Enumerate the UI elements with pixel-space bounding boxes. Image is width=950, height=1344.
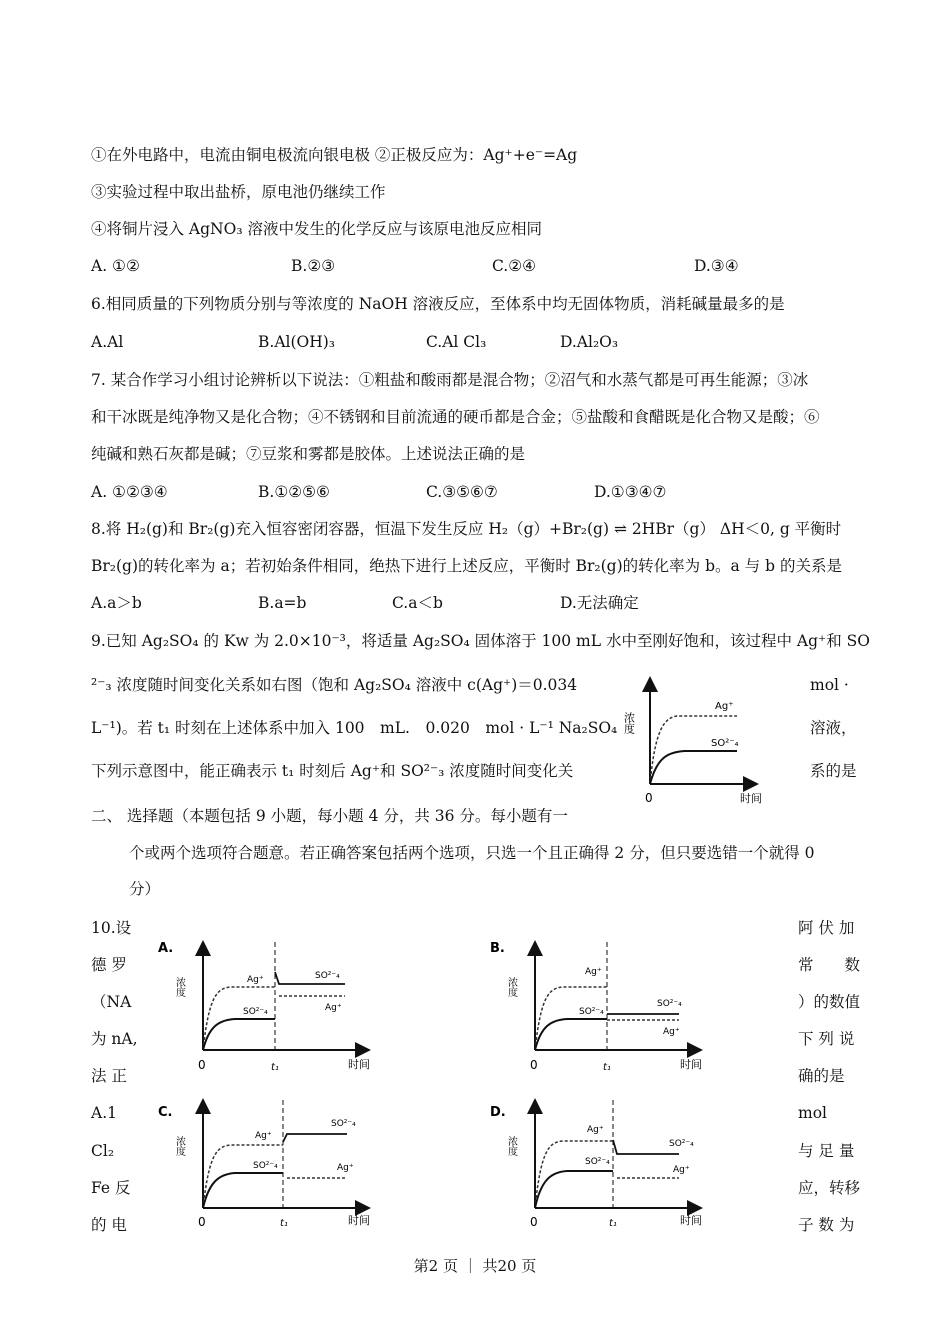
graph-b-ag-left: Ag⁺ — [585, 967, 602, 977]
q10-left-9: 的 电 — [91, 1216, 127, 1234]
graph-c-letter: C. — [158, 1105, 173, 1120]
q8-line1: 8.将 H₂(g)和 Br₂(g)充入恒容密闭容器，恒温下发生反应 H₂（g）+Br₂(g) ⇌ 2HBr（g） ΔH＜0, g 平衡时 — [91, 520, 842, 538]
graph-b-xlabel: 时间 — [680, 1058, 702, 1071]
section2-line3: 分） — [129, 880, 161, 898]
graph-a-so-right: SO²⁻₄ — [315, 971, 340, 981]
graph-a-so-left: SO²⁻₄ — [243, 1007, 268, 1017]
q5-option-c: C.②④ — [492, 257, 537, 275]
q7-option-d: D.①③④⑦ — [594, 483, 667, 501]
section2-line1: 二、 选择题（本题包括 9 小题，每小题 4 分，共 36 分。每小题有一 — [91, 807, 568, 825]
q5-option-d: D.③④ — [694, 257, 739, 275]
origin-label: 0 — [645, 791, 653, 805]
q10-right-9: 子 数 为 — [798, 1216, 855, 1234]
q9-line4b: 系的是 — [810, 762, 857, 780]
q10-left-4: 为 nA, — [91, 1030, 138, 1048]
q8-option-a: A.a＞b — [91, 594, 142, 612]
q10-right-7: 与 足 量 — [798, 1142, 855, 1160]
page-footer: 第2 页 ｜ 共20 页 — [413, 1257, 537, 1275]
graph-d-ag-left: Ag⁺ — [587, 1125, 604, 1135]
graph-option-c — [155, 1096, 375, 1246]
graph-b-so-left: SO²⁻₄ — [579, 1007, 604, 1017]
so4-curve — [650, 751, 737, 784]
x-axis-label: 时间 — [740, 792, 762, 805]
q6-option-a: A.Al — [91, 333, 124, 351]
graph-b-t1: t₁ — [603, 1062, 611, 1073]
q7-line3: 纯碱和熟石灰都是碱；⑦豆浆和雾都是胶体。上述说法正确的是 — [91, 445, 526, 463]
q5-line3: ④将铜片浸入 AgNO₃ 溶液中发生的化学反应与该原电池反应相同 — [91, 220, 542, 238]
graph-c-ag-left: Ag⁺ — [255, 1131, 272, 1141]
graph-a-ylabel: 浓度 — [173, 977, 185, 997]
graph-d-ylabel: 浓度 — [505, 1136, 517, 1156]
graph-c-t1: t₁ — [280, 1218, 288, 1229]
graph-b-letter: B. — [490, 941, 505, 956]
graph-option-d — [487, 1096, 707, 1246]
graph-b-ag-right: Ag⁺ — [663, 1027, 680, 1037]
q8-option-c: C.a＜b — [392, 594, 443, 612]
q10-left-1: 10.设 — [91, 919, 132, 937]
graph-a-ag-right: Ag⁺ — [325, 1003, 342, 1013]
q10-left-2: 德 罗 — [91, 956, 127, 974]
graph-c-ylabel: 浓度 — [173, 1136, 185, 1156]
graph-d-xlabel: 时间 — [680, 1214, 702, 1227]
q6-option-c: C.Al Cl₃ — [426, 333, 487, 351]
q7-option-b: B.①②⑤⑥ — [258, 483, 330, 501]
q6-stem: 6.相同质量的下列物质分别与等浓度的 NaOH 溶液反应，至体系中均无固体物质，消耗碱量最多的是 — [91, 295, 785, 313]
ag-label: Ag⁺ — [715, 701, 734, 712]
q7-option-c: C.③⑤⑥⑦ — [426, 483, 498, 501]
graph-b-origin: 0 — [530, 1058, 538, 1072]
q6-option-d: D.Al₂O₃ — [560, 333, 619, 351]
q9-line3b: 溶液， — [810, 719, 857, 737]
q9-reference-graph — [615, 672, 765, 812]
graph-a-letter: A. — [158, 941, 174, 956]
y-axis-label: 浓度 — [622, 712, 636, 734]
graph-b-so-right: SO²⁻₄ — [657, 999, 682, 1009]
graph-c-origin: 0 — [198, 1215, 206, 1229]
graph-option-a — [155, 932, 375, 1082]
graph-c-ag-right: Ag⁺ — [337, 1163, 354, 1173]
q8-line2: Br₂(g)的转化率为 a；若初始条件相同，绝热下进行上述反应，平衡时 Br₂(g)的转化率为 b。a 与 b 的关系是 — [91, 557, 842, 575]
q5-option-b: B.②③ — [291, 257, 336, 275]
q5-line2: ③实验过程中取出盐桥，原电池仍继续工作 — [91, 183, 386, 201]
graph-c-so-right: SO²⁻₄ — [331, 1119, 356, 1129]
q10-right-8: 应，转移 — [798, 1179, 861, 1197]
q7-line2: 和干冰既是纯净物又是化合物；④不锈钢和目前流通的硬币都是合金；⑤盐酸和食醋既是化合物又是酸；⑥ — [91, 408, 820, 426]
graph-d-ag-right: Ag⁺ — [673, 1165, 690, 1175]
graph-d-letter: D. — [490, 1105, 506, 1120]
q6-option-b: B.Al(OH)₃ — [258, 333, 336, 351]
q9-line3a: L⁻¹)。若 t₁ 时刻在上述体系中加入 100 mL. 0.020 mol · L⁻¹ Na₂SO₄ — [91, 719, 618, 737]
so4-label: SO²⁻₄ — [711, 738, 739, 749]
q9-line2a: ²⁻₃ 浓度随时间变化关系如右图（饱和 Ag₂SO₄ 溶液中 c(Ag⁺)＝0.034 — [91, 676, 578, 694]
q7-line1: 7. 某合作学习小组讨论辨析以下说法：①粗盐和酸雨都是混合物；②沼气和水蒸气都是可再生能源；③冰 — [91, 371, 809, 389]
q5-option-a: A. ①② — [91, 257, 140, 275]
q10-left-7: Cl₂ — [91, 1142, 115, 1160]
graph-c-xlabel: 时间 — [348, 1214, 370, 1227]
graph-d-t1: t₁ — [609, 1218, 617, 1229]
q9-line2b: mol · — [810, 676, 849, 694]
graph-a-t1: t₁ — [271, 1062, 279, 1073]
graph-a-xlabel: 时间 — [348, 1058, 370, 1071]
q10-right-3: ）的数值 — [798, 993, 861, 1011]
q10-left-6: A.1 — [91, 1104, 117, 1122]
graph-b-ylabel: 浓度 — [505, 977, 517, 997]
q5-line1: ①在外电路中，电流由铜电极流向银电极 ②正极反应为：Ag⁺+e⁻=Ag — [91, 146, 578, 164]
q10-right-2: 常 数 — [798, 956, 861, 974]
q10-right-6: mol — [798, 1104, 827, 1122]
graph-a-ag-left: Ag⁺ — [247, 975, 264, 985]
graph-d-so-left: SO²⁻₄ — [585, 1157, 610, 1167]
q7-option-a: A. ①②③④ — [91, 483, 168, 501]
q8-option-d: D.无法确定 — [560, 594, 639, 612]
q10-right-1: 阿 伏 加 — [798, 919, 855, 937]
graph-a-origin: 0 — [198, 1058, 206, 1072]
graph-option-b — [487, 932, 707, 1082]
q8-option-b: B.a=b — [258, 594, 307, 612]
q10-left-3: （NA — [91, 993, 132, 1011]
q9-line1: 9.已知 Ag₂SO₄ 的 Kw 为 2.0×10⁻³，将适量 Ag₂SO₄ 固体溶于 100 mL 水中至刚好饱和，该过程中 Ag⁺和 SO — [91, 632, 870, 650]
section2-line2: 个或两个选项符合题意。若正确答案包括两个选项，只选一个且正确得 2 分，但只要选错一个就得 0 — [129, 844, 815, 862]
q9-line4a: 下列示意图中，能正确表示 t₁ 时刻后 Ag⁺和 SO²⁻₃ 浓度随时间变化关 — [91, 762, 574, 780]
q10-right-4: 下 列 说 — [798, 1030, 855, 1048]
graph-d-origin: 0 — [530, 1215, 538, 1229]
q10-left-5: 法 正 — [91, 1067, 127, 1085]
q10-left-8: Fe 反 — [91, 1179, 131, 1197]
q10-right-5: 确的是 — [798, 1067, 845, 1085]
graph-c-so-left: SO²⁻₄ — [253, 1161, 278, 1171]
graph-d-so-right: SO²⁻₄ — [669, 1139, 694, 1149]
